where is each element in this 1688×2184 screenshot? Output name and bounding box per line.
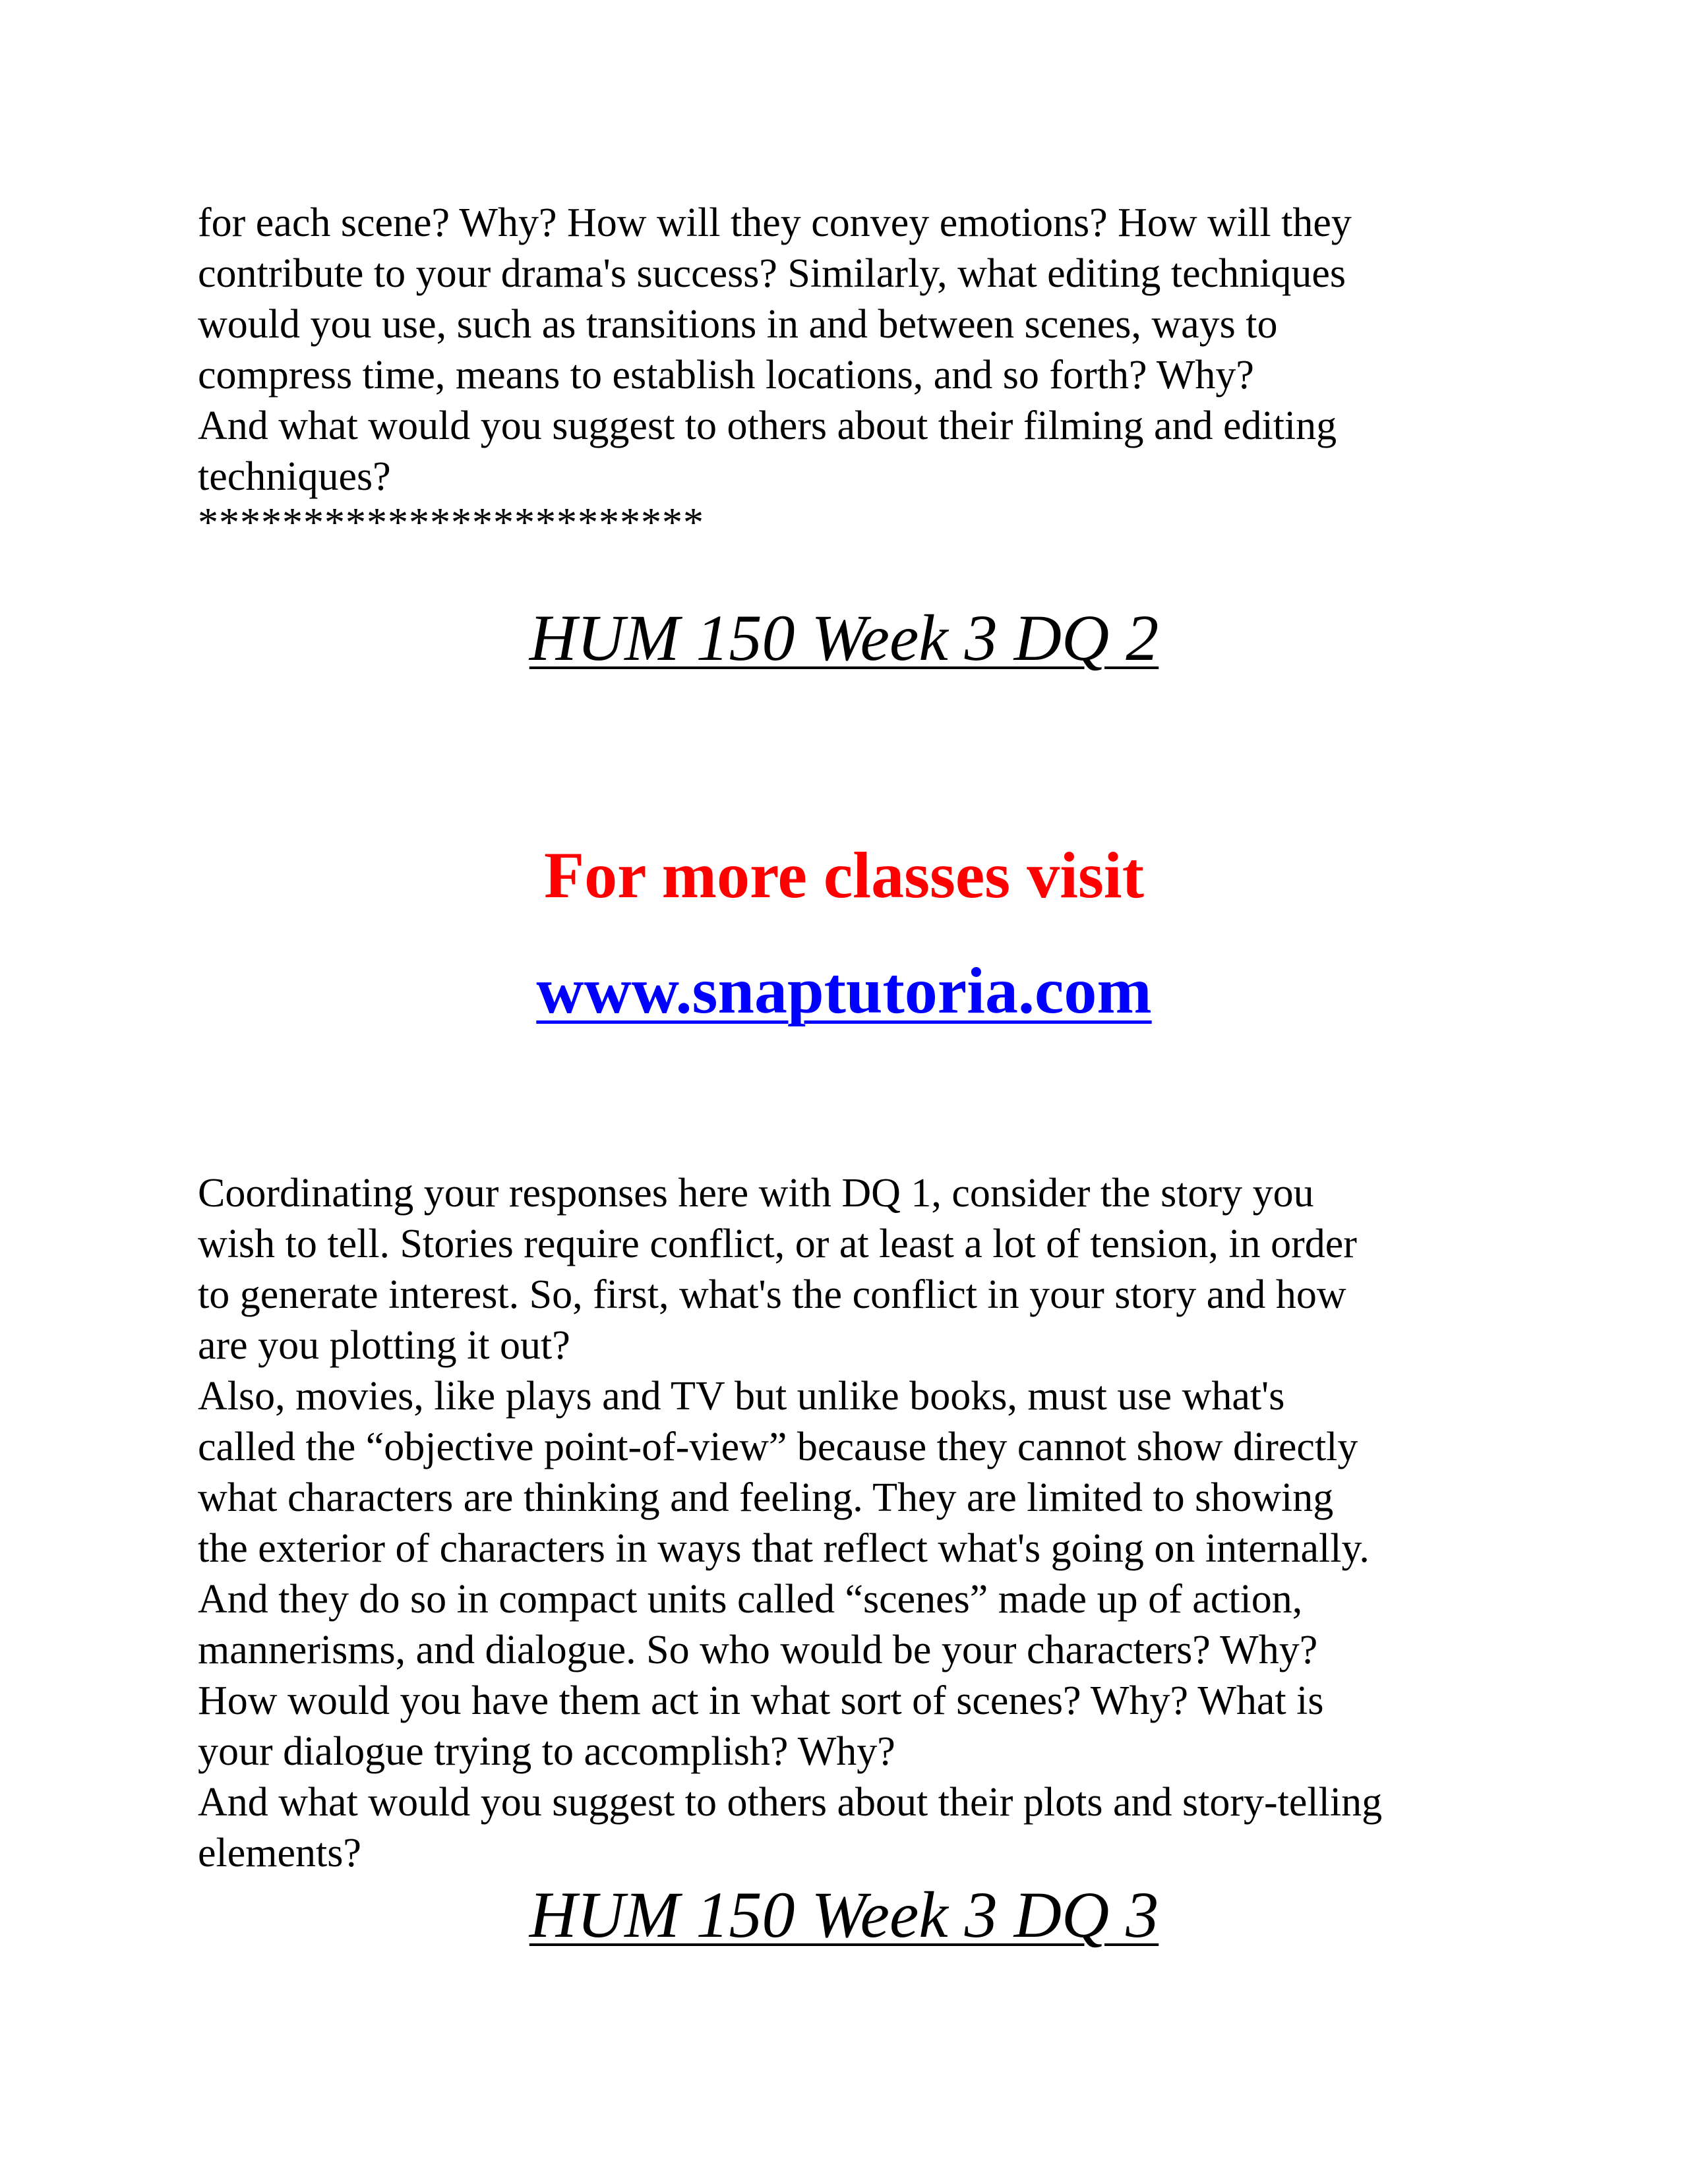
paragraph-line: contribute to your drama's success? Similarly, what editing techniques <box>198 251 1346 296</box>
paragraph-line: wish to tell. Stories require conflict, or at least a lot of tension, in order <box>198 1222 1357 1266</box>
paragraph-line: How would you have them act in what sort of scenes? Why? What is <box>198 1678 1324 1723</box>
paragraph-line: your dialogue trying to accomplish? Why? <box>198 1729 895 1774</box>
paragraph-line: compress time, means to establish locations, and so forth? Why? <box>198 353 1254 398</box>
paragraph-line: Coordinating your responses here with DQ 1, consider the story you <box>198 1171 1314 1216</box>
paragraph-line: mannerisms, and dialogue. So who would be your characters? Why? <box>198 1628 1318 1672</box>
paragraph-line: called the “objective point-of-view” because they cannot show directly <box>198 1425 1358 1469</box>
paragraph-line: what characters are thinking and feeling. They are limited to showing <box>198 1475 1334 1520</box>
promo-text: For more classes visit <box>543 839 1144 912</box>
promo-link[interactable]: www.snaptutoria.com <box>536 954 1152 1027</box>
dq2-paragraph <box>198 1168 1517 1879</box>
paragraph-line: would you use, such as transitions in and between scenes, ways to <box>198 302 1278 347</box>
paragraph-line: the exterior of characters in ways that reflect what's going on internally. <box>198 1526 1370 1571</box>
top-paragraph <box>198 198 1517 502</box>
paragraph-line: And what would you suggest to others about their filming and editing <box>198 403 1337 448</box>
paragraph-line: for each scene? Why? How will they convey emotions? How will they <box>198 200 1352 245</box>
heading-dq3: HUM 150 Week 3 DQ 3 <box>529 1878 1159 1951</box>
paragraph-line: to generate interest. So, first, what's the conflict in your story and how <box>198 1272 1346 1317</box>
heading-dq2: HUM 150 Week 3 DQ 2 <box>529 601 1159 674</box>
paragraph-line: techniques? <box>198 454 391 499</box>
paragraph-line: And what would you suggest to others about their plots and story-telling <box>198 1780 1383 1825</box>
paragraph-line: elements? <box>198 1831 361 1875</box>
paragraph-line: Also, movies, like plays and TV but unlike books, must use what's <box>198 1374 1285 1419</box>
paragraph-line: are you plotting it out? <box>198 1323 570 1368</box>
asterisk-separator: ************************ <box>198 500 704 545</box>
paragraph-line: And they do so in compact units called “scenes” made up of action, <box>198 1577 1303 1622</box>
